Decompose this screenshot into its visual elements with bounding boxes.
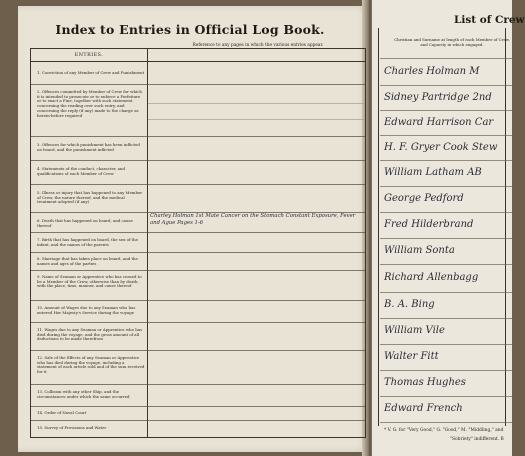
crew-entry: Walter Fitt bbox=[384, 351, 439, 362]
crew-entry: William Vile bbox=[384, 325, 445, 336]
crew-entry: H. F. Gryer Cook Stew bbox=[384, 142, 498, 153]
crew-entry: William Latham AB bbox=[384, 167, 482, 178]
column-header-reference: Reference to any pages in which the various entries appear. bbox=[192, 43, 324, 48]
crew-entry: Richard Allenbagg bbox=[384, 272, 479, 283]
table-row: 8. Marriage that has taken place on board, and the names and ages of the parties bbox=[31, 253, 365, 271]
crew-entry: Fred Hilderbrand bbox=[384, 219, 474, 230]
table-row: 10. Amount of Wages due to any Seaman who has entered Her Majesty's Service during the voyage bbox=[31, 301, 365, 323]
crew-entry: Charles Holman M bbox=[384, 66, 480, 77]
table-row: 15. Survey of Provisions and Water bbox=[37, 425, 107, 430]
table-row: 12. Sale of the Effects of any Seaman or Apprentice who has died during the voyage, including a statement of each article sold and of the sum received for it bbox=[31, 351, 365, 385]
right-table-border bbox=[505, 28, 506, 426]
table-row: 7. Birth that has happened on board, the sex of the infant, and the names of the parents bbox=[31, 233, 365, 253]
index-table bbox=[30, 43, 366, 438]
page-title: Index to Entries in Official Log Book. bbox=[55, 22, 325, 37]
table-row: 11. Wages due to any Seaman or Apprentice who has died during the voyage, and the gross amount of all deductions to be made therefrom bbox=[31, 323, 365, 351]
crew-entry: Edward French bbox=[384, 403, 463, 414]
right-table-border bbox=[378, 28, 379, 426]
table-row: 14. Order of Naval Court bbox=[31, 407, 365, 421]
table-row: 1. Conviction of any Member of Crew and Punishment bbox=[31, 63, 365, 85]
column-header-entries: ENTRIES. bbox=[74, 53, 104, 58]
table-row: 6. Death that has happened on board, and cause thereof bbox=[31, 213, 365, 233]
crew-entry: Edward Harrison Car bbox=[384, 117, 494, 128]
death-entry-handwriting: Charley Holman 1st Mate Cancer on the Stomach Constant Exposure, Fever and Ague Pages 1-6 bbox=[150, 213, 356, 226]
crew-list-subtitle: Christian and Surname at length of each Member of Crew, and Capacity in which engaged. bbox=[394, 37, 510, 47]
crew-entry: William Sonta bbox=[384, 245, 455, 256]
footnote: "Sobriety" indifferent. B bbox=[450, 437, 504, 442]
crew-entry: Sidney Partridge 2nd bbox=[384, 92, 492, 103]
table-row: 9. Name of Seaman or Apprentice who has ceased to be a Member of the Crew, otherwise than by death, with the place, time, manner, and cause thereof bbox=[31, 271, 365, 301]
crew-entry: George Pedford bbox=[384, 193, 464, 204]
table-row: 4. Statements of the conduct, character, and qualifications of each Member of Crew bbox=[31, 161, 365, 185]
header-rule bbox=[31, 61, 365, 62]
crew-list-title: List of Crew bbox=[454, 14, 525, 26]
table-row: 5. Illness or injury that has happened to any Member of Crew, the nature thereof, and the medical treatment adopted (if any) bbox=[31, 185, 365, 213]
table-row: 13. Collision with any other Ship, and the circumstances under which the same occurred bbox=[31, 385, 365, 407]
crew-entry: B. A. Bing bbox=[384, 299, 435, 310]
footnote: * V. G. for "Very Good," G. "Good," M. "Middling," and bbox=[384, 428, 504, 433]
table-row: 2. Offences committed by Member of Crew for which it is intended to prosecute or to enforce a Forfeiture or to exact a Fine, together with such statement concerning the reading over such entry, and concerning the reply (if any) made to the charge as herein-before required bbox=[31, 85, 365, 137]
crew-entry: Thomas Hughes bbox=[384, 377, 466, 388]
table-row: 3. Offences for which punishment has been inflicted on board, and the punishment inflicted bbox=[31, 137, 365, 161]
